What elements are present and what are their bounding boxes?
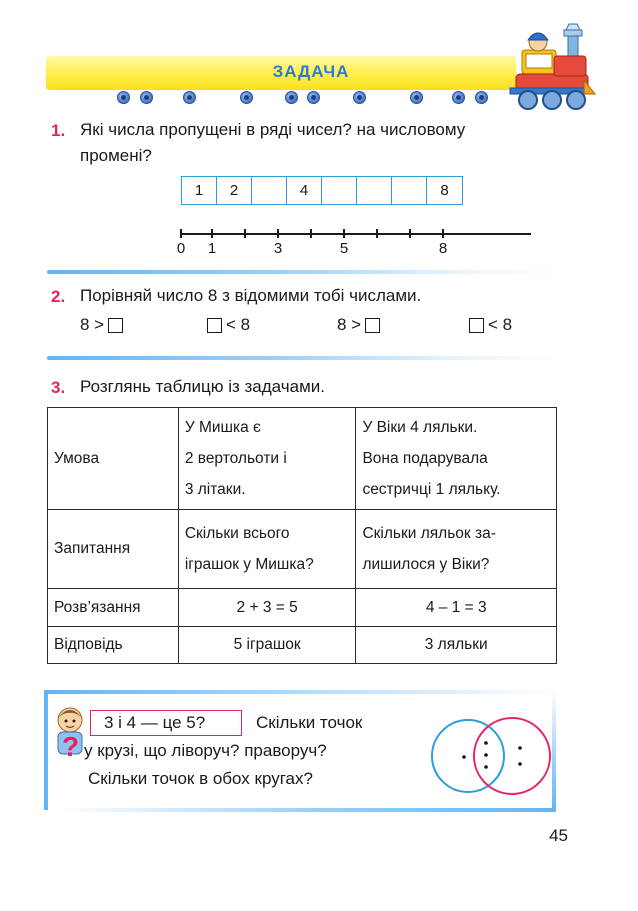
wheel-icon bbox=[117, 91, 130, 104]
cell-line: 2 вертольоти і bbox=[184, 450, 287, 467]
number-line bbox=[181, 233, 531, 235]
venn-circles bbox=[428, 714, 556, 798]
sequence-cell: 2 bbox=[217, 177, 252, 204]
sequence-cell[interactable] bbox=[322, 177, 357, 204]
question-cell-a bbox=[178, 510, 356, 589]
section-divider bbox=[47, 356, 557, 360]
cell-line: іграшок у Мишка? bbox=[184, 556, 314, 573]
question-mark-glyph: ? bbox=[62, 731, 80, 760]
number-line-tick bbox=[211, 229, 213, 238]
table-row bbox=[48, 589, 557, 627]
number-line-tick bbox=[376, 229, 378, 238]
comparison-text: 8 > bbox=[80, 315, 105, 334]
wheel-icon bbox=[353, 91, 366, 104]
comparison-3 bbox=[337, 315, 380, 335]
dot bbox=[462, 755, 466, 759]
cell-line: 3 літаки. bbox=[184, 481, 246, 498]
sequence-cell: 4 bbox=[287, 177, 322, 204]
dot bbox=[484, 753, 488, 757]
row-label: Запитання bbox=[48, 510, 179, 589]
number-line-label: 3 bbox=[273, 240, 283, 257]
callout-line1: Скільки точок bbox=[256, 713, 363, 732]
sequence-cell[interactable] bbox=[357, 177, 392, 204]
locomotive-icon bbox=[500, 20, 596, 110]
number-line-tick bbox=[310, 229, 312, 238]
number-line-tick bbox=[277, 229, 279, 238]
task1-question-line2: промені? bbox=[80, 146, 152, 165]
answer-box[interactable] bbox=[469, 318, 484, 333]
row-label: Умова bbox=[48, 408, 179, 510]
number-line-tick bbox=[180, 229, 182, 238]
wheel-icon bbox=[307, 91, 320, 104]
task-number: 1. bbox=[51, 121, 66, 140]
number-line-tick bbox=[244, 229, 246, 238]
wheel-icon bbox=[410, 91, 423, 104]
row-label: Розв’язання bbox=[48, 589, 179, 627]
answer-box[interactable] bbox=[108, 318, 123, 333]
cell-line: У Віки 4 ляльки. bbox=[362, 419, 478, 436]
wheel-icon bbox=[285, 91, 298, 104]
answer-cell-b: 3 ляльки bbox=[356, 627, 557, 664]
number-line-label: 0 bbox=[176, 240, 186, 257]
condition-cell-b bbox=[356, 408, 557, 510]
table-row bbox=[48, 627, 557, 664]
question-cell-b bbox=[356, 510, 557, 589]
table-row bbox=[48, 510, 557, 589]
wheel-icon bbox=[452, 91, 465, 104]
sequence-cell[interactable] bbox=[252, 177, 287, 204]
table-row bbox=[48, 408, 557, 510]
cell-line: У Мишка є bbox=[184, 419, 261, 436]
wheel-icon bbox=[475, 91, 488, 104]
header-title: ЗАДАЧА bbox=[272, 62, 350, 81]
answer-cell-a: 5 іграшок bbox=[178, 627, 356, 664]
condition-cell-a bbox=[178, 408, 356, 510]
comparison-text: < 8 bbox=[226, 315, 251, 334]
dot bbox=[518, 762, 522, 766]
tasks-table bbox=[47, 407, 557, 664]
callout-line2: у крузі, що ліворуч? праворуч? bbox=[84, 741, 327, 760]
cell-line: Скільки всього bbox=[184, 525, 290, 542]
number-line-tick bbox=[442, 229, 444, 238]
section-divider bbox=[47, 270, 557, 274]
number-line-tick bbox=[409, 229, 411, 238]
task3-text: Розглянь таблицю із задачами. bbox=[80, 377, 325, 396]
dot bbox=[518, 746, 522, 750]
wheel-icon bbox=[240, 91, 253, 104]
callout-border bbox=[60, 808, 556, 812]
answer-box[interactable] bbox=[365, 318, 380, 333]
left-circle bbox=[432, 720, 504, 792]
comparison-2 bbox=[207, 315, 250, 335]
cell-line: лишилося у Віки? bbox=[362, 556, 490, 573]
cell-line: сестричці 1 ляльку. bbox=[362, 481, 501, 498]
number-line-tick bbox=[343, 229, 345, 238]
answer-box[interactable] bbox=[207, 318, 222, 333]
callout-highlight: 3 і 4 — це 5? bbox=[104, 713, 206, 732]
number-line-label: 5 bbox=[339, 240, 349, 257]
callout-line3: Скільки точок в обох кругах? bbox=[88, 769, 313, 788]
comparison-4 bbox=[469, 315, 512, 335]
cell-line: Скільки ляльок за- bbox=[362, 525, 496, 542]
dot bbox=[484, 741, 488, 745]
task-number: 2. bbox=[51, 287, 66, 306]
sequence-cell: 1 bbox=[182, 177, 217, 204]
wheel-icon bbox=[140, 91, 153, 104]
task1-question-line1: Які числа пропущені в ряді чисел? на числовому bbox=[80, 120, 466, 139]
task-number: 3. bbox=[51, 378, 66, 397]
solution-cell-a: 2 + 3 = 5 bbox=[178, 589, 356, 627]
sequence-cell: 8 bbox=[440, 182, 449, 199]
number-line-label: 8 bbox=[438, 240, 448, 257]
dot bbox=[484, 765, 488, 769]
number-line-label: 1 bbox=[207, 240, 217, 257]
sequence-cell[interactable] bbox=[392, 177, 427, 204]
page-number: 45 bbox=[549, 826, 568, 845]
row-label: Відповідь bbox=[48, 627, 179, 664]
task2-text: Порівняй число 8 з відомими тобі числами. bbox=[80, 286, 422, 305]
comparison-text: 8 > bbox=[337, 315, 362, 334]
cell-line: Вона подарувала bbox=[362, 450, 488, 467]
wheel-icon bbox=[183, 91, 196, 104]
comparison-text: < 8 bbox=[488, 315, 513, 334]
solution-cell-b: 4 – 1 = 3 bbox=[356, 589, 557, 627]
number-sequence bbox=[181, 176, 463, 205]
comparison-1 bbox=[80, 315, 123, 335]
